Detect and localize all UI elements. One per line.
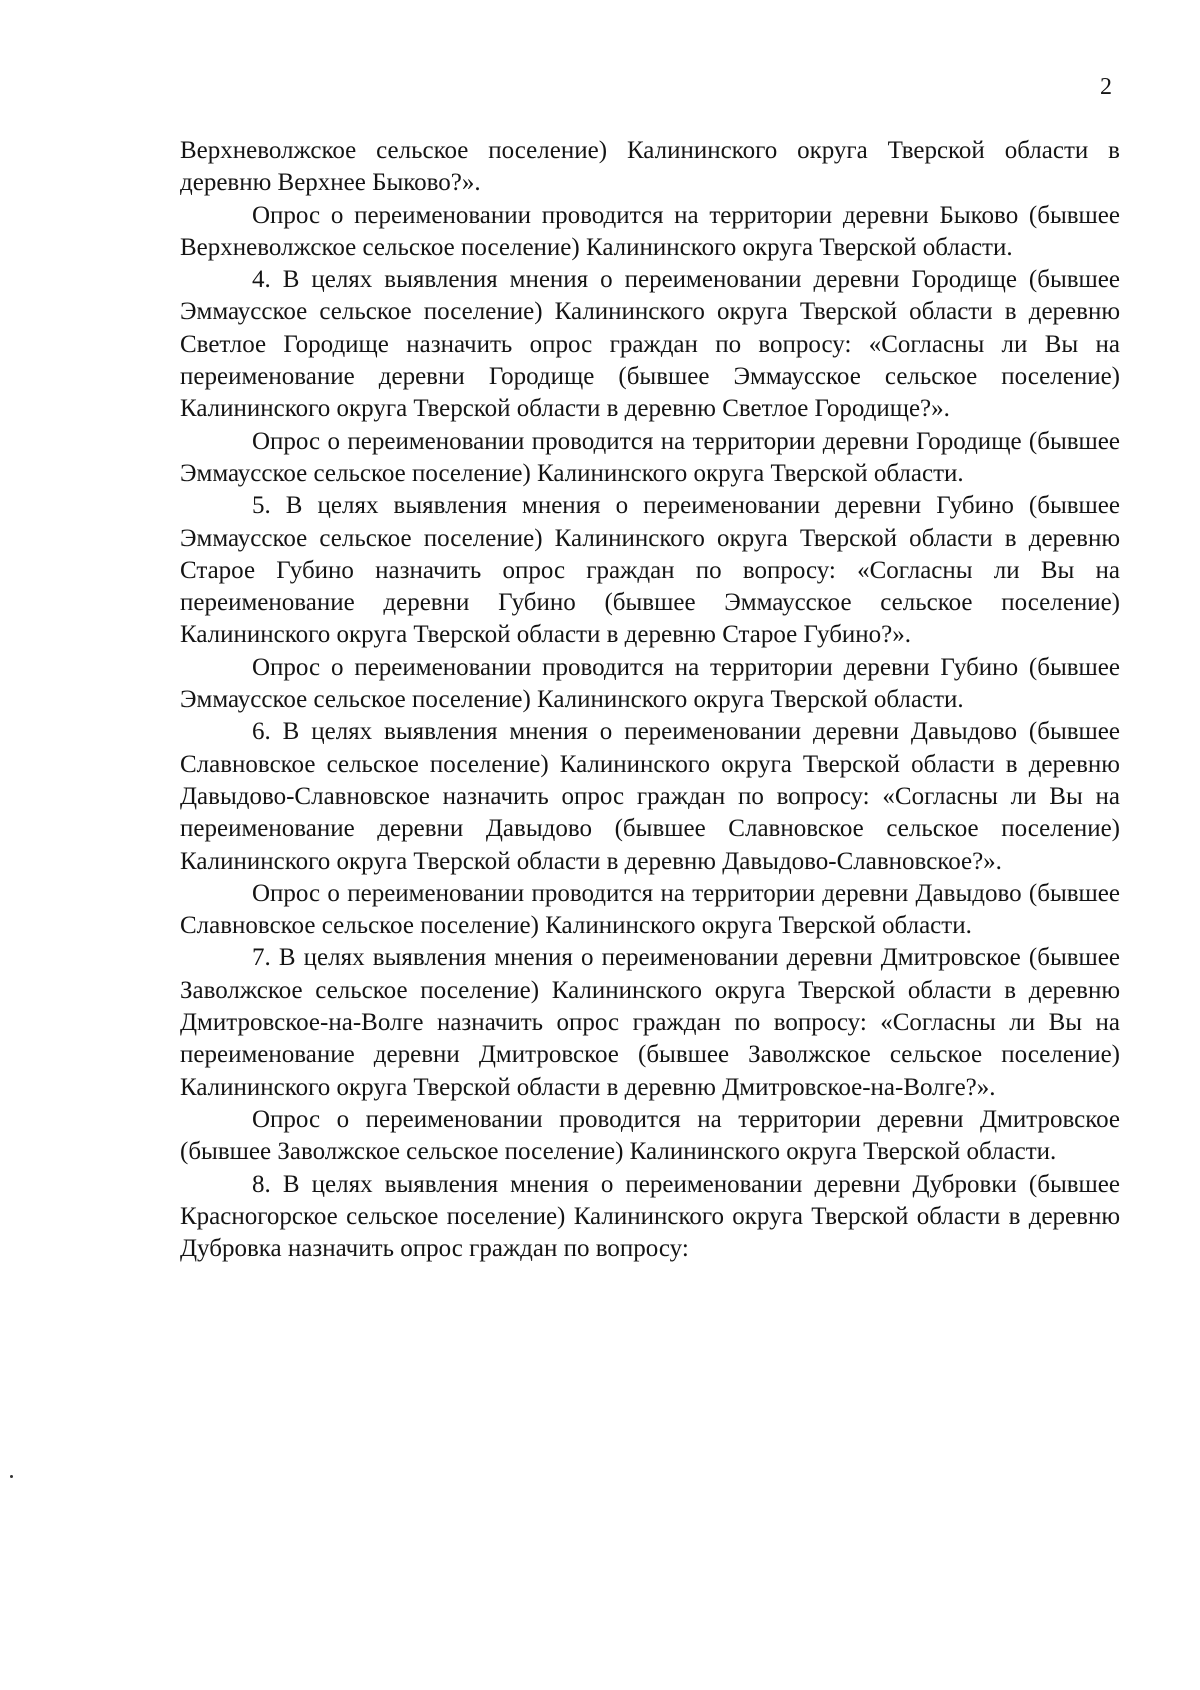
- paragraph-survey-bykovo: Опрос о переименовании проводится на территории деревни Быково (бывшее Верхневолжское сельское поселение) Калининского округа Тверской области.: [180, 201, 1120, 261]
- paragraph-item-4: 4. В целях выявления мнения о переименовании деревни Городище (бывшее Эммаусское сельское поселение) Калининского округа Тверской области в деревню Светлое Городище назначить опрос граждан по вопросу: «Согласны ли Вы на переименование деревни Городище (бывшее Эммаусское сельское поселение) Калининского округа Тверской области в деревню Светлое Городище?».: [180, 266, 1120, 423]
- paragraph-continuation: Верхневолжское сельское поселение) Калининского округа Тверской области в деревню Верхнее Быково?».: [180, 137, 1120, 197]
- paragraph-item-8: 8. В целях выявления мнения о переименовании деревни Дубровки (бывшее Красногорское сельское поселение) Калининского округа Тверской области в деревню Дубровка назначить опрос граждан по вопросу:: [180, 1170, 1120, 1263]
- paragraph-survey-dmitrovskoe: Опрос о переименовании проводится на территории деревни Дмитровское (бывшее Заволжское сельское поселение) Калининского округа Тверской области.: [180, 1105, 1120, 1166]
- scan-speck: [10, 1475, 13, 1478]
- paragraph-item-5: 5. В целях выявления мнения о переименовании деревни Губино (бывшее Эммаусское сельское поселение) Калининского округа Тверской области в деревню Старое Губино назначить опрос граждан по вопросу: «Согласны ли Вы на переименование деревни Губино (бывшее Эммаусское сельское поселение) Калининского округа Тверской области в деревню Старое Губино?».: [180, 492, 1120, 649]
- paragraph-survey-gubino: Опрос о переименовании проводится на территории деревни Губино (бывшее Эммаусское сельское поселение) Калининского округа Тверской области.: [180, 653, 1120, 714]
- paragraph-item-6: 6. В целях выявления мнения о переименовании деревни Давыдово (бывшее Славновское сельское поселение) Калининского округа Тверской области в деревню Давыдово-Славновское назначить опрос граждан по вопросу: «Согласны ли Вы на переименование деревни Давыдово (бывшее Славновское сельское поселение) Калининского округа Тверской области в деревню Давыдово-Славновское?».: [180, 718, 1120, 875]
- paragraph-survey-davydovo: Опрос о переименовании проводится на территории деревни Давыдово (бывшее Славновское сельское поселение) Калининского округа Тверской области.: [180, 879, 1120, 940]
- paragraph-item-7: 7. В целях выявления мнения о переименовании деревни Дмитровское (бывшее Заволжское сельское поселение) Калининского округа Тверской области в деревню Дмитровское-на-Волге назначить опрос граждан по вопросу: «Согласны ли Вы на переименование деревни Дмитровское (бывшее Заволжское сельское поселение) Калининского округа Тверской области в деревню Дмитровское-на-Волге?».: [180, 944, 1120, 1101]
- page-number: 2: [1100, 74, 1112, 100]
- document-body: [180, 135, 1120, 1265]
- paragraph-survey-gorodishche: Опрос о переименовании проводится на территории деревни Городище (бывшее Эммаусское сельское поселение) Калининского округа Тверской области.: [180, 427, 1120, 487]
